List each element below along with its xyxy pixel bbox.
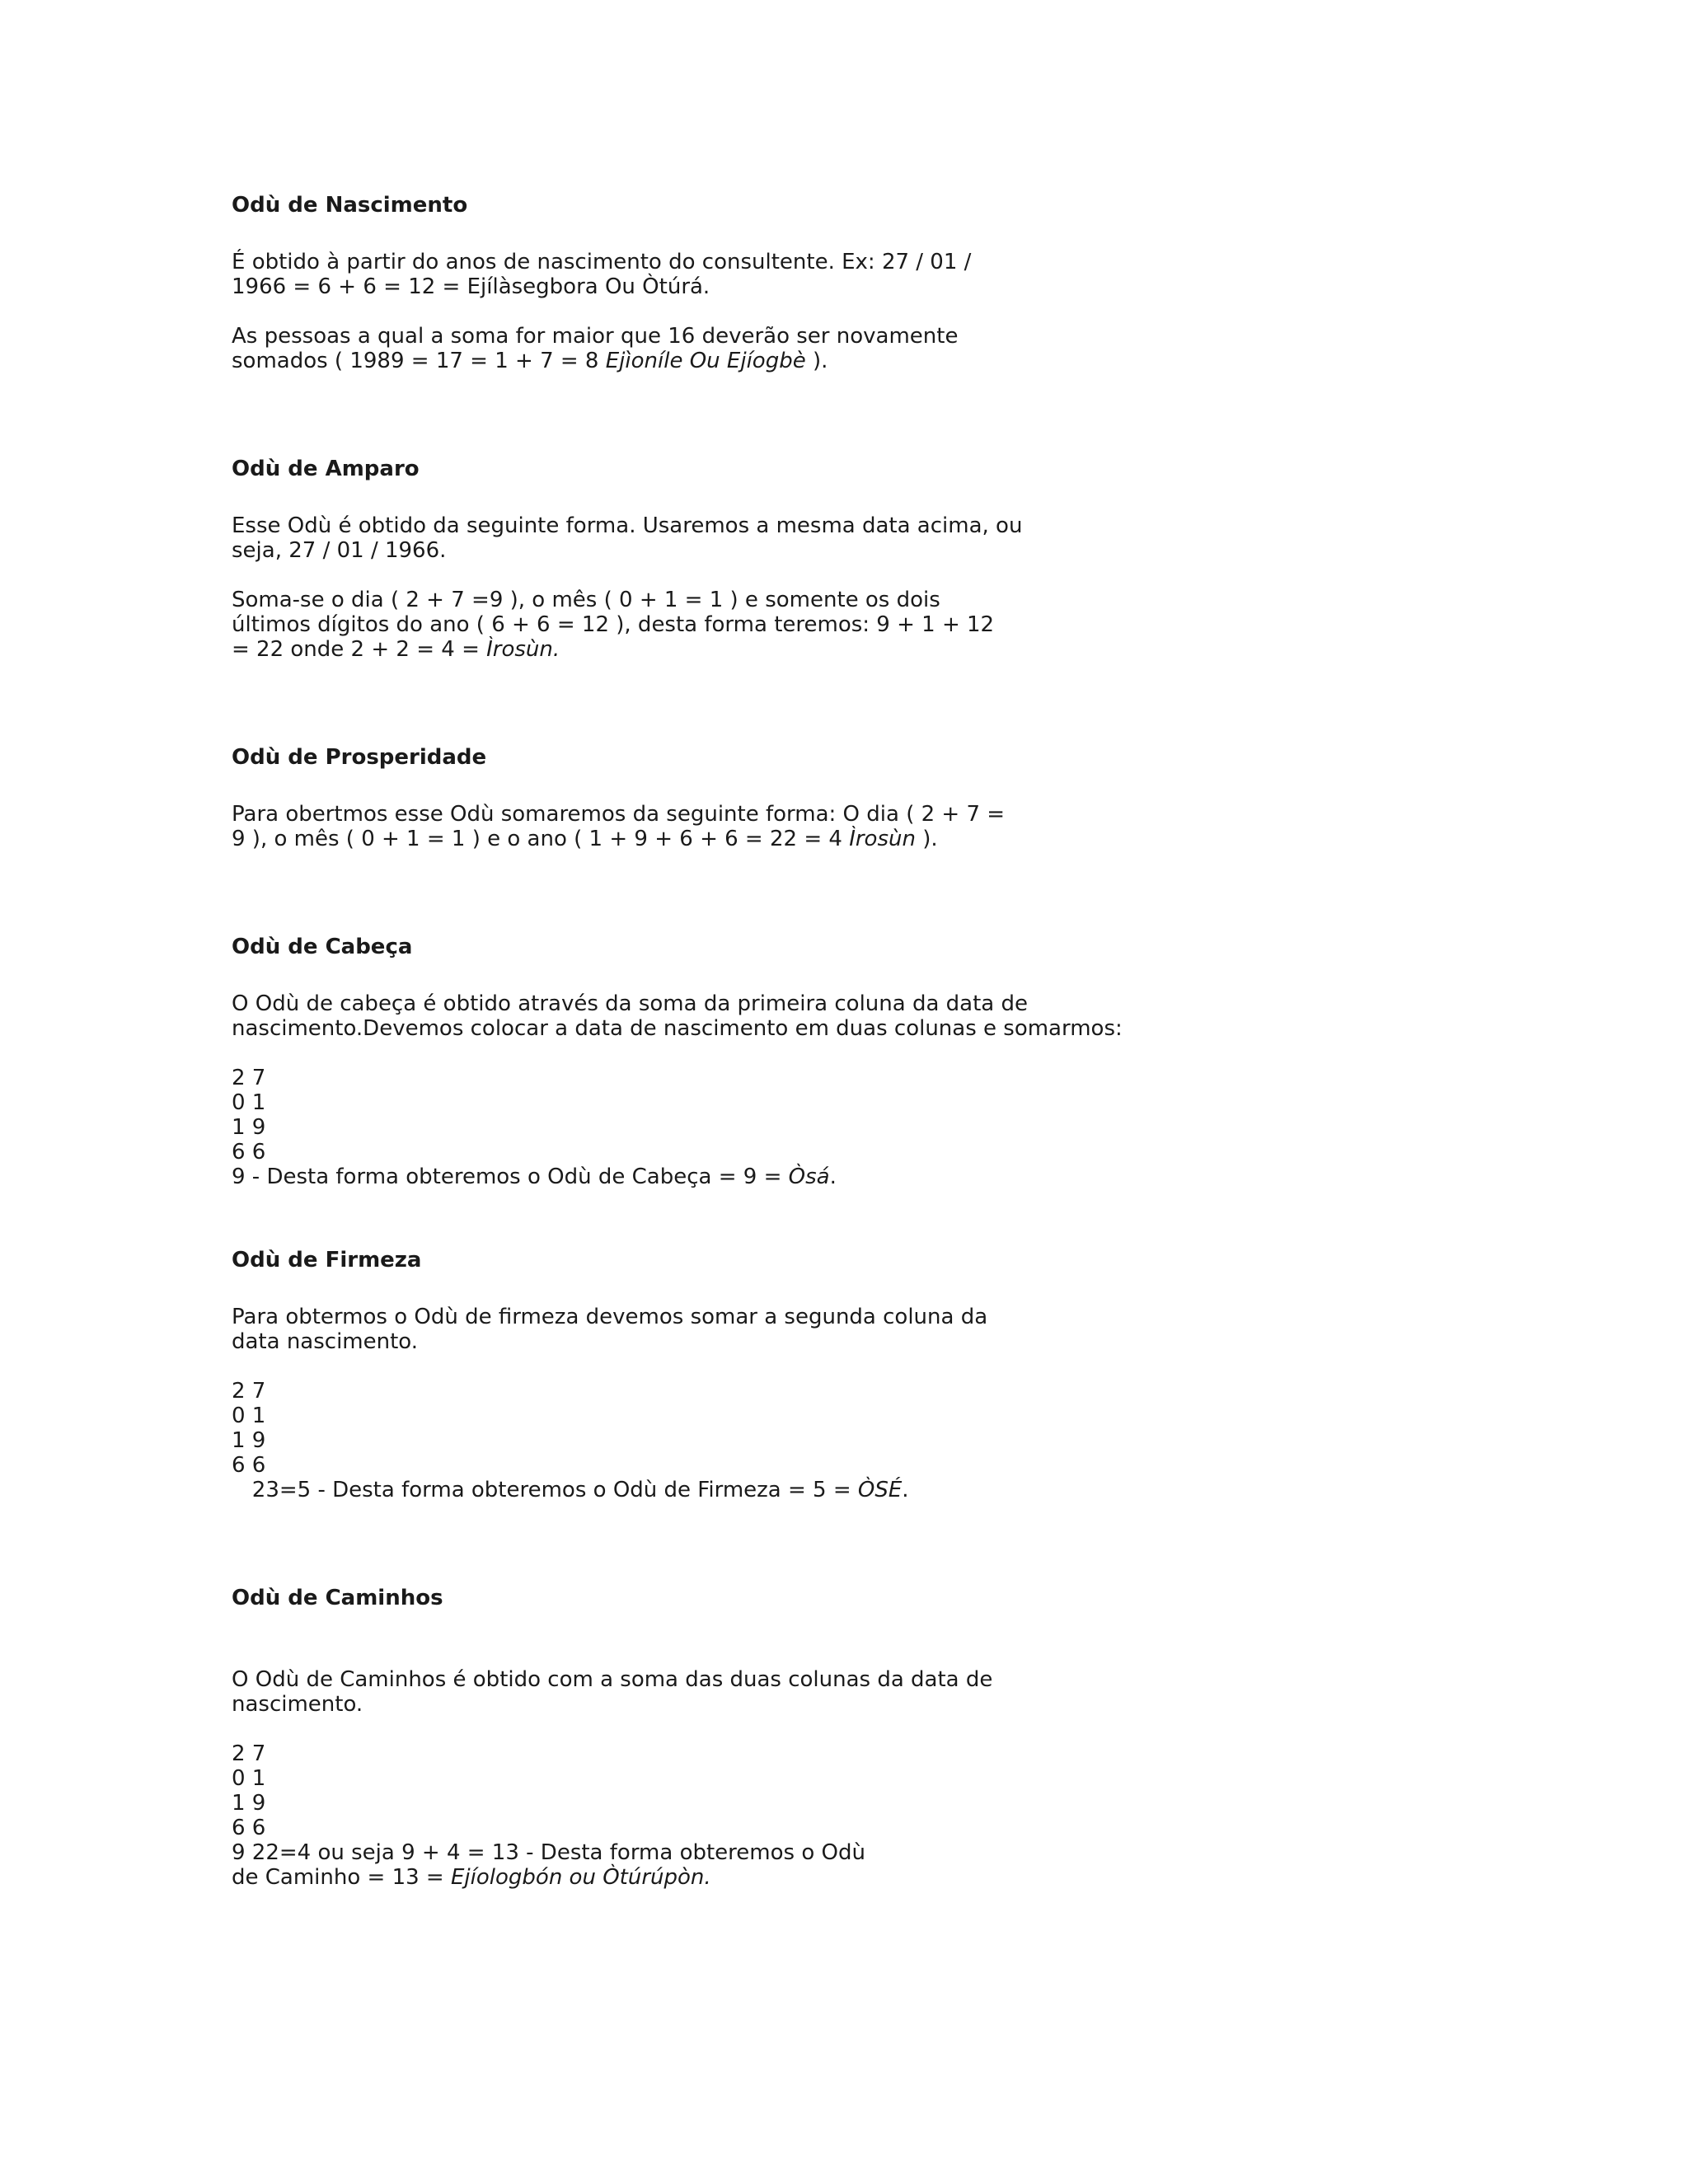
firmeza-text-line: Para obtermos o Odù de firmeza devemos somar a segunda coluna da bbox=[232, 1305, 988, 1329]
date-row: 6 6 bbox=[232, 1453, 266, 1478]
odu-name: Ejíologbón ou Òtúrúpòn. bbox=[450, 1865, 711, 1890]
cabeca-result bbox=[232, 1165, 837, 1189]
caminhos-text-line: nascimento. bbox=[232, 1692, 363, 1717]
date-row: 6 6 bbox=[232, 1140, 266, 1165]
odu-name: Ìrosùn bbox=[849, 827, 916, 851]
date-row: 2 7 bbox=[232, 1066, 266, 1090]
text-fragment: ). bbox=[915, 827, 938, 851]
text-fragment: 23=5 - Desta forma obteremos o Odù de Firmeza = 5 = bbox=[232, 1478, 858, 1502]
date-row: 1 9 bbox=[232, 1428, 266, 1453]
odu-name: ÒSÉ bbox=[857, 1478, 903, 1502]
odu-name: Ìrosùn. bbox=[486, 637, 560, 662]
nascimento-text-line: 1966 = 6 + 6 = 12 = Ejílàsegbora Ou Òtúrá. bbox=[232, 274, 710, 299]
text-fragment: somados ( 1989 = 17 = 1 + 7 = 8 bbox=[232, 349, 606, 373]
caminhos-text-line: O Odù de Caminhos é obtido com a soma das duas colunas da data de bbox=[232, 1667, 993, 1692]
prosperidade-text-line: Para obertmos esse Odù somaremos da seguinte forma: O dia ( 2 + 7 = bbox=[232, 802, 1006, 827]
cabeca-text-line: nascimento.Devemos colocar a data de nascimento em duas colunas e somarmos: bbox=[232, 1016, 1123, 1041]
odu-name: Ejìoníle Ou Ejíogbè bbox=[605, 349, 806, 373]
nascimento-text-line bbox=[232, 349, 828, 373]
date-row: 0 1 bbox=[232, 1766, 266, 1791]
date-row: 1 9 bbox=[232, 1115, 266, 1140]
heading-caminhos: Odù de Caminhos bbox=[232, 1586, 443, 1610]
nascimento-text-line: As pessoas a qual a soma for maior que 16 deverão ser novamente bbox=[232, 324, 959, 349]
prosperidade-text-line bbox=[232, 827, 938, 851]
amparo-text-line bbox=[232, 637, 560, 662]
cabeca-text-line: O Odù de cabeça é obtido através da soma da primeira coluna da data de bbox=[232, 991, 1028, 1016]
date-row: 6 6 bbox=[232, 1816, 266, 1840]
odu-name: Òsá bbox=[788, 1165, 830, 1189]
firmeza-result bbox=[232, 1478, 909, 1502]
text-fragment: 9 - Desta forma obteremos o Odù de Cabeça = 9 = bbox=[232, 1165, 789, 1189]
heading-cabeca: Odù de Cabeça bbox=[232, 935, 413, 959]
date-row: 0 1 bbox=[232, 1090, 266, 1115]
amparo-text-line: seja, 27 / 01 / 1966. bbox=[232, 538, 447, 563]
caminhos-result-line bbox=[232, 1865, 711, 1890]
text-fragment: . bbox=[902, 1478, 909, 1502]
text-fragment: . bbox=[829, 1165, 837, 1189]
date-row: 2 7 bbox=[232, 1379, 266, 1404]
date-row: 2 7 bbox=[232, 1741, 266, 1766]
amparo-text-line: Soma-se o dia ( 2 + 7 =9 ), o mês ( 0 + 1 = 1 ) e somente os dois bbox=[232, 588, 940, 612]
heading-nascimento: Odù de Nascimento bbox=[232, 193, 468, 218]
heading-prosperidade: Odù de Prosperidade bbox=[232, 745, 487, 770]
heading-amparo: Odù de Amparo bbox=[232, 457, 420, 481]
text-fragment: ). bbox=[805, 349, 828, 373]
amparo-text-line: Esse Odù é obtido da seguinte forma. Usaremos a mesma data acima, ou bbox=[232, 513, 1023, 538]
nascimento-text-line: É obtido à partir do anos de nascimento do consultente. Ex: 27 / 01 / bbox=[232, 250, 972, 274]
amparo-text-line: últimos dígitos do ano ( 6 + 6 = 12 ), desta forma teremos: 9 + 1 + 12 bbox=[232, 612, 995, 637]
heading-firmeza: Odù de Firmeza bbox=[232, 1248, 422, 1272]
text-fragment: = 22 onde 2 + 2 = 4 = bbox=[232, 637, 487, 662]
caminhos-result-line: 9 22=4 ou seja 9 + 4 = 13 - Desta forma obteremos o Odù bbox=[232, 1840, 865, 1865]
firmeza-text-line: data nascimento. bbox=[232, 1329, 419, 1354]
date-row: 1 9 bbox=[232, 1791, 266, 1816]
text-fragment: de Caminho = 13 = bbox=[232, 1865, 451, 1890]
date-row: 0 1 bbox=[232, 1404, 266, 1428]
text-fragment: 9 ), o mês ( 0 + 1 = 1 ) e o ano ( 1 + 9 + 6 + 6 = 22 = 4 bbox=[232, 827, 850, 851]
